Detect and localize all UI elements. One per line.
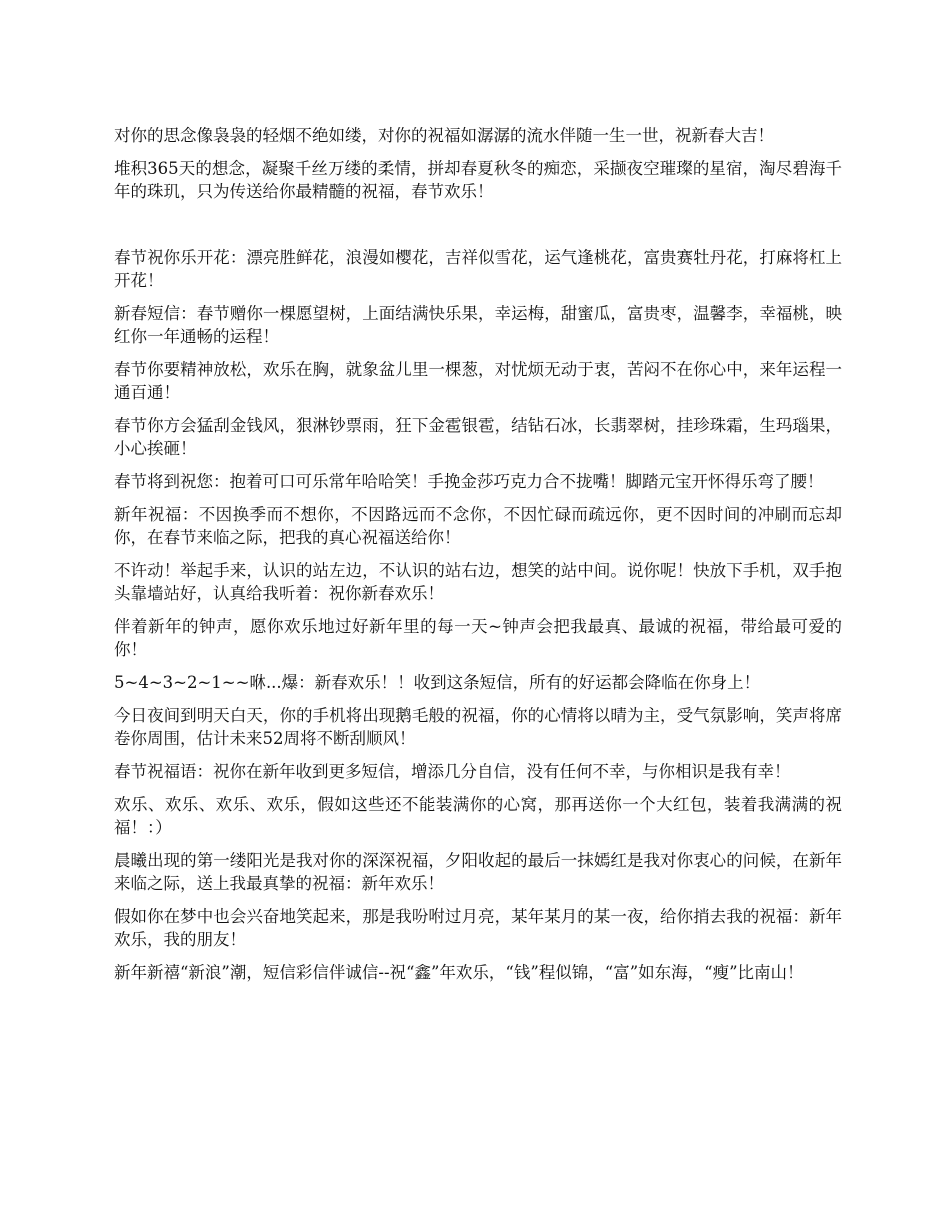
- paragraph: 堆积365天的想念，凝聚千丝万缕的柔情，拼却春夏秋冬的痴恋，采撷夜空璀璨的星宿，淘尽碧海千年的珠玑，只为传送给你最精髓的祝福，春节欢乐！: [114, 159, 842, 201]
- paragraph: 欢乐、欢乐、欢乐、欢乐，假如这些还不能装满你的心窝，那再送你一个大红包，装着我满满的祝福！：）: [114, 795, 842, 837]
- paragraph: 新年新禧“新浪”潮，短信彩信伴诚信--祝“鑫”年欢乐，“钱”程似锦，“富”如东海，“瘦”比南山！: [114, 963, 804, 982]
- paragraph: 5~4~3~2~1~~咻...爆：新春欢乐！！收到这条短信，所有的好运都会降临在你身上！: [114, 673, 761, 692]
- paragraph: 春节祝你乐开花：漂亮胜鲜花，浪漫如樱花，吉祥似雪花，运气逢桃花，富贵赛牡丹花，打麻将杠上开花！: [114, 248, 842, 290]
- document-body: [114, 124, 842, 994]
- paragraph: 对你的思念像袅袅的轻烟不绝如缕，对你的祝福如潺潺的流水伴随一生一世，祝新春大吉！: [114, 126, 774, 145]
- paragraph: 春节将到祝您：抱着可口可乐常年哈哈笑！手挽金莎巧克力合不拢嘴！脚踏元宝开怀得乐弯了腰！: [114, 472, 824, 491]
- paragraph: 新春短信：春节赠你一棵愿望树，上面结满快乐果，幸运梅，甜蜜瓜，富贵枣，温馨李，幸福桃，映红你一年通畅的运程！: [114, 304, 842, 346]
- paragraph: 今日夜间到明天白天，你的手机将出现鹅毛般的祝福，你的心情将以晴为主，受气氛影响，笑声将席卷你周围，估计未来52周将不断刮顺风！: [114, 706, 842, 748]
- paragraph: 春节你要精神放松，欢乐在胸，就象盆儿里一棵葱，对忧烦无动于衷，苦闷不在你心中，来年运程一通百通！: [114, 360, 842, 402]
- paragraph: 晨曦出现的第一缕阳光是我对你的深深祝福，夕阳收起的最后一抹嫣红是我对你衷心的问候，在新年来临之际，送上我最真挚的祝福：新年欢乐！: [114, 851, 842, 893]
- paragraph: 新年祝福：不因换季而不想你，不因路远而不念你，不因忙碌而疏远你，更不因时间的冲刷而忘却你，在春节来临之际，把我的真心祝福送给你！: [114, 505, 842, 547]
- paragraph: 假如你在梦中也会兴奋地笑起来，那是我吩咐过月亮，某年某月的某一夜，给你捎去我的祝福：新年欢乐，我的朋友！: [114, 907, 842, 949]
- paragraph: 春节祝福语：祝你在新年收到更多短信，增添几分自信，没有任何不幸，与你相识是我有幸！: [114, 762, 791, 781]
- paragraph: 春节你方会猛刮金钱风，狠淋钞票雨，狂下金雹银雹，结钻石冰，长翡翠树，挂珍珠霜，生玛瑙果，小心挨砸！: [114, 416, 842, 458]
- paragraph: 不许动！举起手来，认识的站左边，不认识的站右边，想笑的站中间。说你呢！快放下手机，双手抱头靠墙站好，认真给我听着：祝你新春欢乐！: [114, 561, 842, 603]
- paragraph: 伴着新年的钟声，愿你欢乐地过好新年里的每一天~钟声会把我最真、最诚的祝福，带给最可爱的你！: [114, 617, 842, 659]
